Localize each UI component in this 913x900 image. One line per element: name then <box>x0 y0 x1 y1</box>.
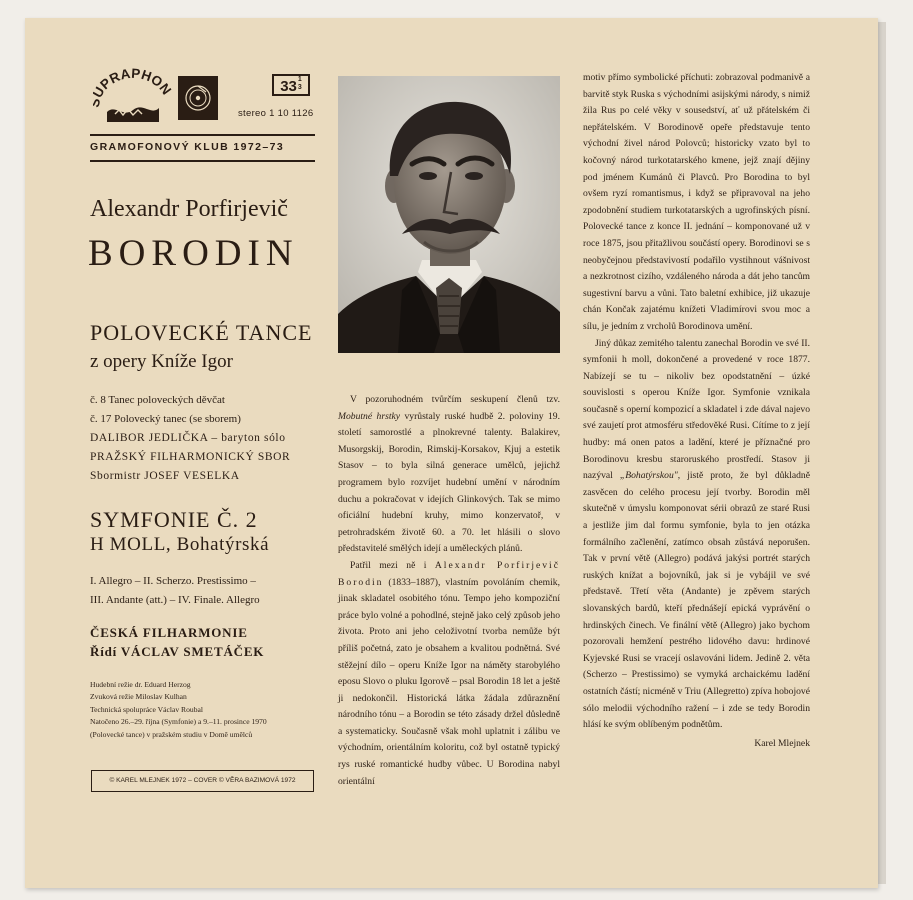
rpm-badge <box>272 74 310 96</box>
disc-icon <box>178 76 218 120</box>
rpm-fraction-bottom: 3 <box>297 84 302 91</box>
composer-portrait <box>338 76 560 353</box>
work1-line: DALIBOR JEDLIČKA – baryton sólo <box>90 432 286 444</box>
rpm-value: 33 <box>280 78 297 95</box>
conductor-name: Řídí VÁCLAV SMETÁČEK <box>90 644 265 659</box>
supraphon-logo-icon <box>93 68 173 128</box>
work1-subtitle: z opery Kníže Igor <box>90 351 233 372</box>
work1-line: Sbormistr JOSEF VESELKA <box>90 470 240 482</box>
work1-line: PRAŽSKÝ FILHARMONICKÝ SBOR <box>90 451 291 463</box>
sleeve-edge <box>878 22 886 884</box>
credit-line: (Polovecké tance) v pražském studiu v Domě umělců <box>90 729 253 739</box>
credit-line: Hudební režie dr. Eduard Herzog <box>90 680 191 689</box>
catalog-number: stereo 1 10 1126 <box>238 108 314 119</box>
work1-line: č. 8 Tanec poloveckých děvčat <box>90 394 225 406</box>
essay-column-1 <box>338 392 560 790</box>
essay-text: V pozoruhodném tvůrčím seskupení členů tzv. <box>350 394 560 405</box>
work2-title-line2: H MOLL, Bohatýrská <box>90 534 270 555</box>
performers <box>90 623 264 661</box>
movement-line: III. Andante (att.) – IV. Finale. Allegro <box>90 594 260 606</box>
essay-text: Jiný důkaz zemitého talentu zanechal Borodin ve své II. symfonii h moll, dokončené a provedené v roce 1877. Nabízejí se tu – nikoliv bez opodstatnění – úzké souvislosti s operou Kníže Igor. Symfonie vznikala současně s operní kompozicí a skladatel i zde dával najevo své zaujetí prot atmosféru středověké Rusi. Cítíme to z její hudby: má onen patos a ladění, které je příznačné pro Borodinovu kresbu staroruského prostředí. Stasov ji nazýval <box>583 337 810 482</box>
essay-text: vyrůstaly ruské hudbě 2. poloviny 19. století samorostlé a plnokrevné talenty. Balakirev, Musorgskij, Borodin, Rimskij-Korsakov, Kjuj a estetik Stasov – to byla silná generace umělců, jejichž programem bylo rozvíjet hudební umění v národním duchu a pokračovat v idejích Glinkových. Tak se mimo oficiální hudební kruhy, mimo konzervatoř, v petrohradském životě 60. a 70. let hlásili o slovo představitelé smělých idejí a uměleckých plánů. <box>338 410 560 555</box>
divider-bottom <box>90 160 315 162</box>
copyright-box: © KAREL MLEJNEK 1972 – COVER © VĚRA BAZIMOVÁ 1972 <box>91 770 314 792</box>
orchestra-name: ČESKÁ FILHARMONIE <box>90 625 248 640</box>
essay-paragraph: motiv přímo symbolické příchuti: zobrazoval podmanivě a barvitě styk Ruska s východními asijskými národy, s nimiž žila Rus po celé věky v sousedství, ať už přátelském či nepřátelském. V Borodinově opeře představuje tento východní živel národ Polovců; historicky vzato byl to kočovný národ turkotatarského kmene, jejž znají dějiny pod jménem Kumánů či Plavců. Pro Borodina to byl ovšem ryzí romantismus, i když se připravoval na jeho zpodobnění studiem turkotatarských a ugrofinských písní. Polovecké tance z konce II. jednání – komponované už v roce 1875, jsou přitažlivou součástí opery. Borodinovi se s neobyčejnou představivostí podařilo vystihnout vášnivost a nezkrotnost cizího, vzdáleného národa a dát jeho tancům sugestivní barvu a vůni. Tato baletní exhibice, již ukazuje chán Končak zajatému knížeti Vladimírovi svou moc a sílu, je jedním z vrcholů Borodinova umění. <box>583 72 810 332</box>
svg-text:SUPRAPHON <box>93 68 173 108</box>
essay-spaced-name: Alexandr Porfirjevič Borodin <box>338 559 560 588</box>
work1-details <box>90 391 290 486</box>
author-signature: Karel Mlejnek <box>754 737 810 749</box>
work1-title: POLOVECKÉ TANCE <box>90 320 313 345</box>
credit-line: Natočeno 26.–29. října (Symfonie) a 9.–11. prosince 1970 <box>90 717 267 727</box>
movement-line: I. Allegro – II. Scherzo. Prestissimo – <box>90 575 256 587</box>
essay-text: Patřil mezi ně i <box>350 559 427 571</box>
composer-first-names: Alexandr Porfirjevič <box>90 196 288 222</box>
essay-italic: „Bohatýrskou" <box>619 470 678 482</box>
borodin-portrait-icon <box>338 76 560 353</box>
rpm-fraction-top: 1 <box>297 76 302 83</box>
work2-movements <box>90 572 260 610</box>
essay-paragraph <box>338 558 560 790</box>
essay-paragraph <box>338 392 560 558</box>
credit-line: Technická spolupráce Václav Roubal <box>90 704 203 714</box>
brand-name: PRAPHON <box>97 68 173 98</box>
work1-line: č. 17 Polovecký tanec (se sborem) <box>90 413 241 425</box>
club-name: GRAMOFONOVÝ KLUB 1972–73 <box>90 141 285 153</box>
composer-surname: BORODIN <box>88 233 299 274</box>
production-credits <box>90 679 267 741</box>
supraphon-logo <box>93 68 173 128</box>
credit-line: Zvuková režie Miloslav Kulhan <box>90 692 187 702</box>
essay-column-2 <box>583 70 810 752</box>
essay-text: , jistě proto, že byl důkladně zasvěcen do celého procesu její tvorby. Borodin měl skutečně v úmyslu komponovat sérii obrazů ze staré Rusi a jestliže jim dal formu symfonie, byla to jen otázka formálního začlenění, zatímco obsah zůstává neporušen. Tak v první větě (Allegro) podává jakýsi portrét starých ruských knížat a bojovníků, jak si je vybájil ve své představě. Třetí věta (Andante) je zpěvem starých slovanských bardů, kteří přednášejí epická vyprávění o hrdinských činech. Ve finální větě (Allegro) jako bychom pozorovali hemžení pestrého lidového davu: hrdinové Kyjevské Rusi se vracejí oslavováni lidem. Jedině 2. věta (Scherzo – Prestissimo) se vymyká archaickému ladění ostatních částí; nicméně v Triu (Allegretto) zpíva hobojové sólo melodii východního ražení – i zde se tedy Borodin hlásí ke svým oblíbeným podnětům. <box>583 470 810 731</box>
essay-italic: Mobutné hrstky <box>338 410 401 422</box>
essay-text: (1833–1887), vlastním povoláním chemik, jinak skladatel osobitého tónu. Tempo jeho kompoziční práce bylo volné a pohodlné, stejně jako celý způsob jeho života. Proto ani jeho celoživotní tvorba nemůže být příliš početná, zato je obsahem a kvalitou podnětná. Své stěžejní dílo – operu Kníže Igor na náměty starobylého eposu Slovo o pluku Igorově – psal Borodin 18 let a ještě ji nedokončil. Historická látka žádala zdůraznění národního tónu – a Borodin se této zásady držel důsledně a systematicky. Současně však mohl uplatnit i zálibu ve východním, orientálním koloritu, což byl ostatně typický rys ruské romantické hudby vůbec. U Borodina nabyl orientální <box>338 576 560 787</box>
divider-top <box>90 134 315 136</box>
work2-title-line1: SYMFONIE Č. 2 <box>90 507 258 532</box>
essay-paragraph <box>583 336 810 734</box>
